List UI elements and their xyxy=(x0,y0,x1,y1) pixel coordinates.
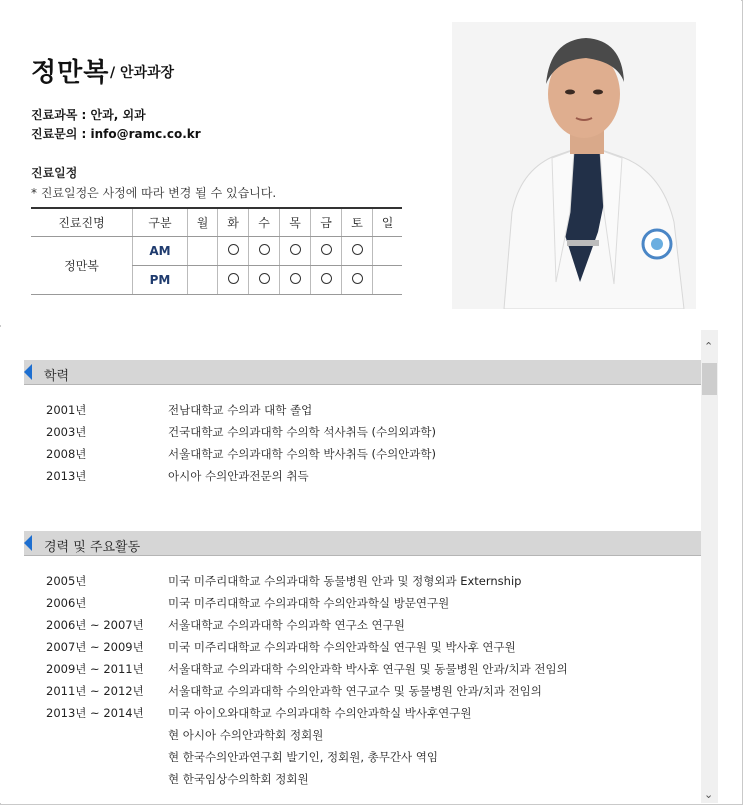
col-header: 화 xyxy=(218,208,249,237)
col-header: 금 xyxy=(311,208,342,237)
day-cell xyxy=(218,266,249,295)
list-item: 2008년 서울대학교 수의과대학 수의학 박사취득 (수의안과학) xyxy=(46,447,436,461)
section-arrow-icon xyxy=(24,364,32,380)
day-cell xyxy=(249,266,280,295)
day-cell xyxy=(280,266,311,295)
schedule-doctor: 정만복 xyxy=(31,237,133,295)
scrollbar-thumb[interactable] xyxy=(702,363,717,395)
available-mark xyxy=(321,273,332,284)
day-cell xyxy=(188,237,218,266)
career-header xyxy=(24,531,701,556)
day-cell xyxy=(311,266,342,295)
schedule-note: * 진료일정은 사정에 따라 변경 될 수 있습니다. xyxy=(31,186,277,200)
list-item: 2001년 전남대학교 수의과 대학 졸업 xyxy=(46,403,313,417)
available-mark xyxy=(228,273,239,284)
list-item: 2013년 ~ 2014년 미국 아이오와대학교 수의과대학 수의안과학실 박사후연구원 xyxy=(46,706,472,720)
scroll-content[interactable] xyxy=(0,327,741,803)
list-item: 2005년 미국 미주리대학교 수의과대학 동물병원 안과 및 정형외과 Externship xyxy=(46,574,522,588)
subject-info: 진료과목 : 안과, 외과 xyxy=(31,108,146,122)
doctor-photo-illustration xyxy=(452,22,696,309)
list-item: 2006년 미국 미주리대학교 수의과대학 수의안과학실 방문연구원 xyxy=(46,596,450,610)
period-label: AM xyxy=(133,237,188,266)
col-header: 목 xyxy=(280,208,311,237)
col-header: 월 xyxy=(188,208,218,237)
list-item: 현 아시아 수의안과학회 정회원 xyxy=(168,728,324,742)
day-cell xyxy=(188,266,218,295)
section-title: 경력 및 주요활동 xyxy=(44,540,141,555)
list-item: 2007년 ~ 2009년 미국 미주리대학교 수의과대학 수의안과학실 연구원 및 박사후 연구원 xyxy=(46,640,516,654)
list-item: 2006년 ~ 2007년 서울대학교 수의과대학 수의과학 연구소 연구원 xyxy=(46,618,405,632)
list-item: 2009년 ~ 2011년 서울대학교 수의과대학 수의안과학 박사후 연구원 및 동물병원 안과/치과 전임의 xyxy=(46,662,568,676)
doctor-position: / 안과과장 xyxy=(110,65,175,81)
scroll-down-icon[interactable]: ⌄ xyxy=(704,788,714,801)
profile-header xyxy=(0,0,741,325)
section-title: 학력 xyxy=(44,369,70,384)
day-cell xyxy=(373,266,403,295)
day-cell xyxy=(373,237,403,266)
doctor-photo xyxy=(452,22,696,309)
available-mark xyxy=(228,244,239,255)
list-item: 현 한국수의안과연구회 발기인, 정회원, 총무간사 역임 xyxy=(168,750,438,764)
scroll-up-icon[interactable]: ⌃ xyxy=(704,340,714,353)
available-mark xyxy=(290,244,301,255)
period-label: PM xyxy=(133,266,188,295)
available-mark xyxy=(352,273,363,284)
available-mark xyxy=(321,244,332,255)
schedule-row-am xyxy=(31,237,402,266)
day-cell xyxy=(342,266,373,295)
col-header: 구분 xyxy=(133,208,188,237)
schedule-title: 진료일정 xyxy=(31,166,78,180)
doctor-name: 정만복 xyxy=(31,58,110,88)
list-item: 현 한국임상수의학회 정회원 xyxy=(168,772,309,786)
list-item: 2013년 아시아 수의안과전문의 취득 xyxy=(46,469,309,483)
col-header: 진료진명 xyxy=(31,208,133,237)
list-item: 2011년 ~ 2012년 서울대학교 수의과대학 수의안과학 연구교수 및 동물병원 안과/치과 전임의 xyxy=(46,684,542,698)
education-header xyxy=(24,360,701,385)
day-cell xyxy=(280,237,311,266)
day-cell xyxy=(311,237,342,266)
available-mark xyxy=(259,244,270,255)
schedule-header-row xyxy=(31,208,402,237)
list-item: 2003년 건국대학교 수의과대학 수의학 석사취득 (수의외과학) xyxy=(46,425,436,439)
day-cell xyxy=(249,237,280,266)
schedule-table xyxy=(31,207,402,295)
col-header: 수 xyxy=(249,208,280,237)
day-cell xyxy=(218,237,249,266)
contact-info: 진료문의 : info@ramc.co.kr xyxy=(31,127,201,141)
col-header: 일 xyxy=(373,208,403,237)
vertical-scrollbar[interactable] xyxy=(701,330,718,803)
day-cell xyxy=(342,237,373,266)
section-arrow-icon xyxy=(24,535,32,551)
available-mark xyxy=(352,244,363,255)
available-mark xyxy=(259,273,270,284)
available-mark xyxy=(290,273,301,284)
col-header: 토 xyxy=(342,208,373,237)
